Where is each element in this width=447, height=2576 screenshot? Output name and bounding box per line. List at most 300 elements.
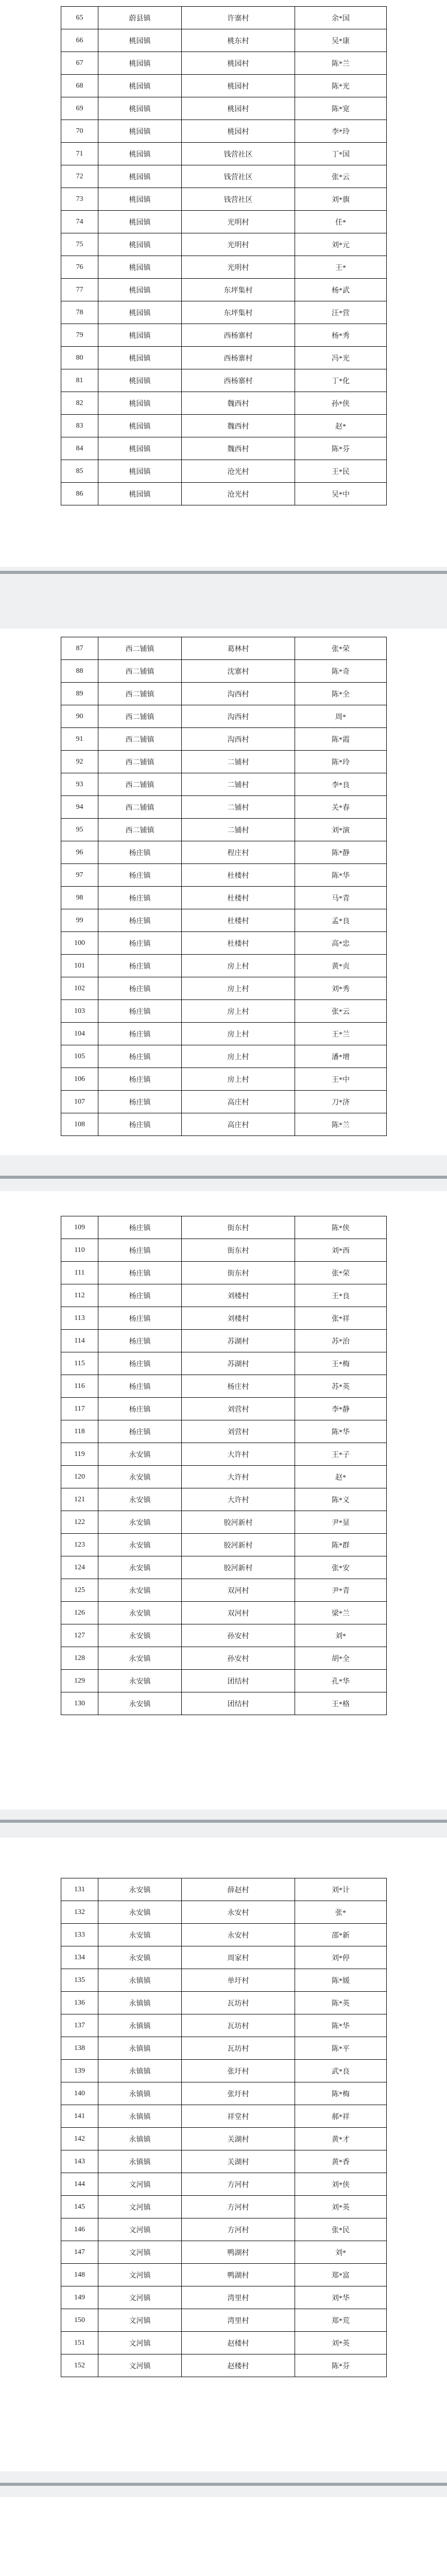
name-cell: 胡*全 — [295, 1647, 387, 1670]
name-cell: 陈*华 — [295, 2014, 387, 2037]
village-cell: 高庄村 — [182, 1113, 295, 1136]
table-row — [61, 2173, 387, 2196]
town-cell: 西二铺镇 — [98, 751, 182, 773]
no-cell: 152 — [61, 2354, 98, 2377]
village-cell: 双河村 — [182, 1579, 295, 1602]
document-page-5 — [0, 2497, 447, 2576]
table-row — [61, 2286, 387, 2309]
town-cell: 西二铺镇 — [98, 683, 182, 705]
town-cell: 文河镇 — [98, 2173, 182, 2196]
village-cell: 沟西村 — [182, 728, 295, 751]
town-cell: 永安镇 — [98, 1878, 182, 1901]
village-cell: 刘营村 — [182, 1398, 295, 1420]
town-cell: 杨庄镇 — [98, 1307, 182, 1330]
town-cell: 杨庄镇 — [98, 1398, 182, 1420]
village-cell: 钱营社区 — [182, 143, 295, 165]
name-cell: 邵*新 — [295, 1924, 387, 1946]
village-cell: 胶河新村 — [182, 1534, 295, 1556]
name-cell: 丁*化 — [295, 369, 387, 392]
name-cell: 黄*贞 — [295, 955, 387, 977]
table-row — [61, 279, 387, 301]
table-row — [61, 1023, 387, 1045]
name-cell: 孙*侠 — [295, 392, 387, 415]
table-row — [61, 2014, 387, 2037]
town-cell: 杨庄镇 — [98, 1113, 182, 1136]
no-cell: 88 — [61, 660, 98, 683]
no-cell: 73 — [61, 188, 98, 211]
village-cell: 桃园村 — [182, 52, 295, 75]
village-cell: 单圩村 — [182, 1969, 295, 1992]
table-row — [61, 211, 387, 233]
village-cell: 房上村 — [182, 1000, 295, 1023]
village-cell: 房上村 — [182, 1045, 295, 1068]
name-cell: 赵* — [295, 1466, 387, 1488]
name-cell: 刘*英 — [295, 2332, 387, 2354]
table-row — [61, 1534, 387, 1556]
no-cell: 83 — [61, 415, 98, 437]
village-cell: 鸭湖村 — [182, 2241, 295, 2264]
table-row — [61, 705, 387, 728]
name-cell: 刘*英 — [295, 2196, 387, 2218]
town-cell: 杨庄镇 — [98, 887, 182, 909]
name-cell: 吴*康 — [295, 29, 387, 52]
table-row — [61, 1466, 387, 1488]
name-cell: 陈*义 — [295, 1488, 387, 1511]
town-cell: 西二铺镇 — [98, 637, 182, 660]
no-cell: 95 — [61, 819, 98, 841]
name-cell: 张*民 — [295, 2218, 387, 2241]
name-cell: 郝*祥 — [295, 2105, 387, 2128]
village-cell: 房上村 — [182, 977, 295, 1000]
page-gap — [0, 1809, 447, 1838]
page-gap — [0, 1155, 447, 1191]
village-cell: 房上村 — [182, 1068, 295, 1091]
no-cell: 113 — [61, 1307, 98, 1330]
no-cell: 114 — [61, 1330, 98, 1352]
table-row — [61, 2037, 387, 2060]
page-gap — [0, 2471, 447, 2497]
table-row — [61, 1262, 387, 1284]
name-cell: 陈*梅 — [295, 2082, 387, 2105]
name-cell: 陈*霞 — [295, 728, 387, 751]
name-cell: 王*子 — [295, 1443, 387, 1466]
table-row — [61, 301, 387, 324]
name-cell: 陈*芬 — [295, 437, 387, 460]
village-cell: 团结村 — [182, 1692, 295, 1715]
table-row — [61, 392, 387, 415]
town-cell: 桃园镇 — [98, 143, 182, 165]
town-cell: 杨庄镇 — [98, 1091, 182, 1113]
town-cell: 桃园镇 — [98, 392, 182, 415]
village-cell: 大许村 — [182, 1443, 295, 1466]
village-cell: 魏西村 — [182, 437, 295, 460]
table-row — [61, 7, 387, 29]
town-cell: 西二铺镇 — [98, 728, 182, 751]
town-cell: 杨庄镇 — [98, 1262, 182, 1284]
town-cell: 杨庄镇 — [98, 1239, 182, 1262]
table-row — [61, 2105, 387, 2128]
table-row — [61, 256, 387, 279]
name-cell: 冯*光 — [295, 347, 387, 369]
document-page-1 — [0, 0, 447, 567]
no-cell: 86 — [61, 483, 98, 505]
table-row — [61, 347, 387, 369]
no-cell: 107 — [61, 1091, 98, 1113]
table-row — [61, 1670, 387, 1692]
name-cell: 王*梅 — [295, 1352, 387, 1375]
town-cell: 永镇镇 — [98, 2082, 182, 2105]
village-cell: 杜楼村 — [182, 864, 295, 887]
village-cell: 二铺村 — [182, 751, 295, 773]
no-cell: 79 — [61, 324, 98, 347]
no-cell: 109 — [61, 1216, 98, 1239]
village-cell: 团结村 — [182, 1670, 295, 1692]
no-cell: 99 — [61, 909, 98, 932]
village-cell: 东坪集村 — [182, 279, 295, 301]
village-cell: 杨庄村 — [182, 1375, 295, 1398]
table-row — [61, 2264, 387, 2286]
village-cell: 关湖村 — [182, 2150, 295, 2173]
village-cell: 瓦坊村 — [182, 2037, 295, 2060]
table-row — [61, 773, 387, 796]
no-cell: 140 — [61, 2082, 98, 2105]
no-cell: 119 — [61, 1443, 98, 1466]
town-cell: 杨庄镇 — [98, 841, 182, 864]
town-cell: 永安镇 — [98, 1901, 182, 1924]
name-cell: 陈*奇 — [295, 660, 387, 683]
table-row — [61, 369, 387, 392]
no-cell: 150 — [61, 2309, 98, 2332]
village-cell: 桃东村 — [182, 29, 295, 52]
no-cell: 137 — [61, 2014, 98, 2037]
name-cell: 赵* — [295, 415, 387, 437]
town-cell: 永安镇 — [98, 1602, 182, 1624]
village-cell: 张圩村 — [182, 2082, 295, 2105]
village-cell: 光明村 — [182, 233, 295, 256]
name-cell: 陈*侠 — [295, 1216, 387, 1239]
town-cell: 永安镇 — [98, 1692, 182, 1715]
town-cell: 桃园镇 — [98, 29, 182, 52]
table-row — [61, 52, 387, 75]
village-cell: 刘营村 — [182, 1420, 295, 1443]
table-row — [61, 1692, 387, 1715]
town-cell: 永安镇 — [98, 1647, 182, 1670]
town-cell: 文河镇 — [98, 2309, 182, 2332]
town-cell: 杨庄镇 — [98, 1068, 182, 1091]
no-cell: 128 — [61, 1647, 98, 1670]
town-cell: 杨庄镇 — [98, 955, 182, 977]
name-cell: 陈*群 — [295, 1534, 387, 1556]
name-cell: 刘*秀 — [295, 977, 387, 1000]
name-cell: 陈*芬 — [295, 2354, 387, 2377]
no-cell: 149 — [61, 2286, 98, 2309]
table-row — [61, 1443, 387, 1466]
town-cell: 永安镇 — [98, 1511, 182, 1534]
no-cell: 125 — [61, 1579, 98, 1602]
table-row — [61, 977, 387, 1000]
village-cell: 瓦坊村 — [182, 1992, 295, 2014]
town-cell: 文河镇 — [98, 2218, 182, 2241]
town-cell: 桃园镇 — [98, 256, 182, 279]
village-cell: 周家村 — [182, 1946, 295, 1969]
no-cell: 90 — [61, 705, 98, 728]
village-cell: 孙安村 — [182, 1647, 295, 1670]
table-row — [61, 1602, 387, 1624]
no-cell: 143 — [61, 2150, 98, 2173]
table-row — [61, 1992, 387, 2014]
table-row — [61, 415, 387, 437]
town-cell: 杨庄镇 — [98, 1330, 182, 1352]
town-cell: 永镇镇 — [98, 2037, 182, 2060]
town-cell: 桃园镇 — [98, 369, 182, 392]
town-cell: 桃园镇 — [98, 483, 182, 505]
town-cell: 杨庄镇 — [98, 1023, 182, 1045]
no-cell: 94 — [61, 796, 98, 819]
name-cell: 苏*英 — [295, 1375, 387, 1398]
name-cell: 杨*武 — [295, 279, 387, 301]
name-cell: 张*安 — [295, 1556, 387, 1579]
name-cell: 张*云 — [295, 165, 387, 188]
name-cell: 武*良 — [295, 2060, 387, 2082]
village-cell: 刘楼村 — [182, 1307, 295, 1330]
town-cell: 杨庄镇 — [98, 977, 182, 1000]
table-row — [61, 1216, 387, 1239]
table-row — [61, 1375, 387, 1398]
village-cell: 魏西村 — [182, 415, 295, 437]
table-row — [61, 324, 387, 347]
no-cell: 123 — [61, 1534, 98, 1556]
no-cell: 71 — [61, 143, 98, 165]
name-cell: 刘*旗 — [295, 188, 387, 211]
no-cell: 68 — [61, 75, 98, 97]
name-cell: 陈*静 — [295, 841, 387, 864]
no-cell: 135 — [61, 1969, 98, 1992]
village-cell: 方河村 — [182, 2173, 295, 2196]
town-cell: 文河镇 — [98, 2354, 182, 2377]
no-cell: 115 — [61, 1352, 98, 1375]
village-cell: 桃园村 — [182, 97, 295, 120]
record-table-page-1 — [61, 6, 387, 505]
town-cell: 桃园镇 — [98, 120, 182, 143]
table-row — [61, 233, 387, 256]
name-cell: 张* — [295, 1901, 387, 1924]
record-table-page-2 — [61, 637, 387, 1136]
town-cell: 杨庄镇 — [98, 1216, 182, 1239]
name-cell: 陈*平 — [295, 2037, 387, 2060]
village-cell: 鸭湖村 — [182, 2264, 295, 2286]
town-cell: 桃园镇 — [98, 188, 182, 211]
name-cell: 张*荣 — [295, 1262, 387, 1284]
town-cell: 文河镇 — [98, 2264, 182, 2286]
document-page-4 — [0, 1838, 447, 2471]
no-cell: 78 — [61, 301, 98, 324]
town-cell: 永安镇 — [98, 1579, 182, 1602]
no-cell: 102 — [61, 977, 98, 1000]
village-cell: 程庄村 — [182, 841, 295, 864]
name-cell: 孔*华 — [295, 1670, 387, 1692]
name-cell: 周* — [295, 705, 387, 728]
table-row — [61, 165, 387, 188]
no-cell: 117 — [61, 1398, 98, 1420]
no-cell: 129 — [61, 1670, 98, 1692]
name-cell: 刀*济 — [295, 1091, 387, 1113]
village-cell: 魏西村 — [182, 392, 295, 415]
no-cell: 82 — [61, 392, 98, 415]
no-cell: 145 — [61, 2196, 98, 2218]
table-row — [61, 188, 387, 211]
town-cell: 蔚县镇 — [98, 7, 182, 29]
town-cell: 永安镇 — [98, 1670, 182, 1692]
village-cell: 湾里村 — [182, 2309, 295, 2332]
no-cell: 66 — [61, 29, 98, 52]
town-cell: 杨庄镇 — [98, 1000, 182, 1023]
town-cell: 永镇镇 — [98, 2128, 182, 2150]
no-cell: 138 — [61, 2037, 98, 2060]
record-table-page-4 — [61, 1878, 387, 2377]
village-cell: 西杨寨村 — [182, 347, 295, 369]
record-table-page-3 — [61, 1216, 387, 1715]
village-cell: 钱营社区 — [182, 188, 295, 211]
no-cell: 101 — [61, 955, 98, 977]
village-cell: 钱营社区 — [182, 165, 295, 188]
table-row — [61, 2150, 387, 2173]
no-cell: 111 — [61, 1262, 98, 1284]
name-cell: 刘*华 — [295, 2286, 387, 2309]
town-cell: 西二铺镇 — [98, 773, 182, 796]
name-cell: 关*春 — [295, 796, 387, 819]
no-cell: 108 — [61, 1113, 98, 1136]
town-cell: 杨庄镇 — [98, 1420, 182, 1443]
name-cell: 王*格 — [295, 1692, 387, 1715]
no-cell: 112 — [61, 1284, 98, 1307]
no-cell: 139 — [61, 2060, 98, 2082]
village-cell: 张圩村 — [182, 2060, 295, 2082]
table-row — [61, 1969, 387, 1992]
no-cell: 77 — [61, 279, 98, 301]
town-cell: 永安镇 — [98, 1443, 182, 1466]
village-cell: 二铺村 — [182, 773, 295, 796]
town-cell: 西二铺镇 — [98, 819, 182, 841]
name-cell: 马*青 — [295, 887, 387, 909]
town-cell: 西二铺镇 — [98, 660, 182, 683]
no-cell: 75 — [61, 233, 98, 256]
name-cell: 李*玲 — [295, 120, 387, 143]
table-row — [61, 751, 387, 773]
table-row — [61, 1420, 387, 1443]
village-cell: 沧光村 — [182, 460, 295, 483]
table-row — [61, 97, 387, 120]
town-cell: 永安镇 — [98, 1556, 182, 1579]
no-cell: 141 — [61, 2105, 98, 2128]
village-cell: 街东村 — [182, 1216, 295, 1239]
town-cell: 文河镇 — [98, 2332, 182, 2354]
no-cell: 98 — [61, 887, 98, 909]
table-row — [61, 460, 387, 483]
no-cell: 92 — [61, 751, 98, 773]
table-row — [61, 683, 387, 705]
no-cell: 105 — [61, 1045, 98, 1068]
village-cell: 苏湖村 — [182, 1330, 295, 1352]
village-cell: 胶河新村 — [182, 1511, 295, 1534]
town-cell: 桃园镇 — [98, 52, 182, 75]
table-row — [61, 864, 387, 887]
name-cell: 任* — [295, 211, 387, 233]
no-cell: 70 — [61, 120, 98, 143]
name-cell: 陈*光 — [295, 75, 387, 97]
table-row — [61, 29, 387, 52]
name-cell: 苏*治 — [295, 1330, 387, 1352]
name-cell: 陈*华 — [295, 1420, 387, 1443]
no-cell: 130 — [61, 1692, 98, 1715]
table-row — [61, 437, 387, 460]
name-cell: 潘*增 — [295, 1045, 387, 1068]
no-cell: 144 — [61, 2173, 98, 2196]
village-cell: 房上村 — [182, 1023, 295, 1045]
name-cell: 刘*计 — [295, 1878, 387, 1901]
table-row — [61, 1924, 387, 1946]
no-cell: 132 — [61, 1901, 98, 1924]
village-cell: 双河村 — [182, 1602, 295, 1624]
name-cell: 陈*玲 — [295, 751, 387, 773]
name-cell: 张*云 — [295, 1000, 387, 1023]
table-row — [61, 1113, 387, 1136]
name-cell: 刘*演 — [295, 819, 387, 841]
town-cell: 永安镇 — [98, 1466, 182, 1488]
no-cell: 89 — [61, 683, 98, 705]
no-cell: 126 — [61, 1602, 98, 1624]
town-cell: 桃园镇 — [98, 415, 182, 437]
town-cell: 桃园镇 — [98, 301, 182, 324]
table-row — [61, 2060, 387, 2082]
name-cell: 陈*媛 — [295, 1969, 387, 1992]
table-row — [61, 1647, 387, 1670]
town-cell: 永镇镇 — [98, 1992, 182, 2014]
name-cell: 刘*侠 — [295, 2173, 387, 2196]
town-cell: 永安镇 — [98, 1488, 182, 1511]
table-row — [61, 1307, 387, 1330]
no-cell: 72 — [61, 165, 98, 188]
no-cell: 65 — [61, 7, 98, 29]
village-cell: 许寨村 — [182, 7, 295, 29]
table-row — [61, 1045, 387, 1068]
table-row — [61, 728, 387, 751]
no-cell: 121 — [61, 1488, 98, 1511]
no-cell: 67 — [61, 52, 98, 75]
town-cell: 永镇镇 — [98, 2014, 182, 2037]
table-row — [61, 2241, 387, 2264]
no-cell: 136 — [61, 1992, 98, 2014]
table-row — [61, 660, 387, 683]
village-cell: 薛赵村 — [182, 1878, 295, 1901]
village-cell: 赵楼村 — [182, 2332, 295, 2354]
no-cell: 69 — [61, 97, 98, 120]
no-cell: 85 — [61, 460, 98, 483]
town-cell: 杨庄镇 — [98, 1284, 182, 1307]
village-cell: 高庄村 — [182, 1091, 295, 1113]
table-row — [61, 1091, 387, 1113]
village-cell: 二铺村 — [182, 796, 295, 819]
name-cell: 李*良 — [295, 773, 387, 796]
town-cell: 桃园镇 — [98, 437, 182, 460]
no-cell: 74 — [61, 211, 98, 233]
table-row — [61, 2128, 387, 2150]
name-cell: 郑*荒 — [295, 2309, 387, 2332]
no-cell: 146 — [61, 2218, 98, 2241]
table-row — [61, 1946, 387, 1969]
name-cell: 陈*兰 — [295, 1113, 387, 1136]
name-cell: 余*国 — [295, 7, 387, 29]
village-cell: 方河村 — [182, 2218, 295, 2241]
